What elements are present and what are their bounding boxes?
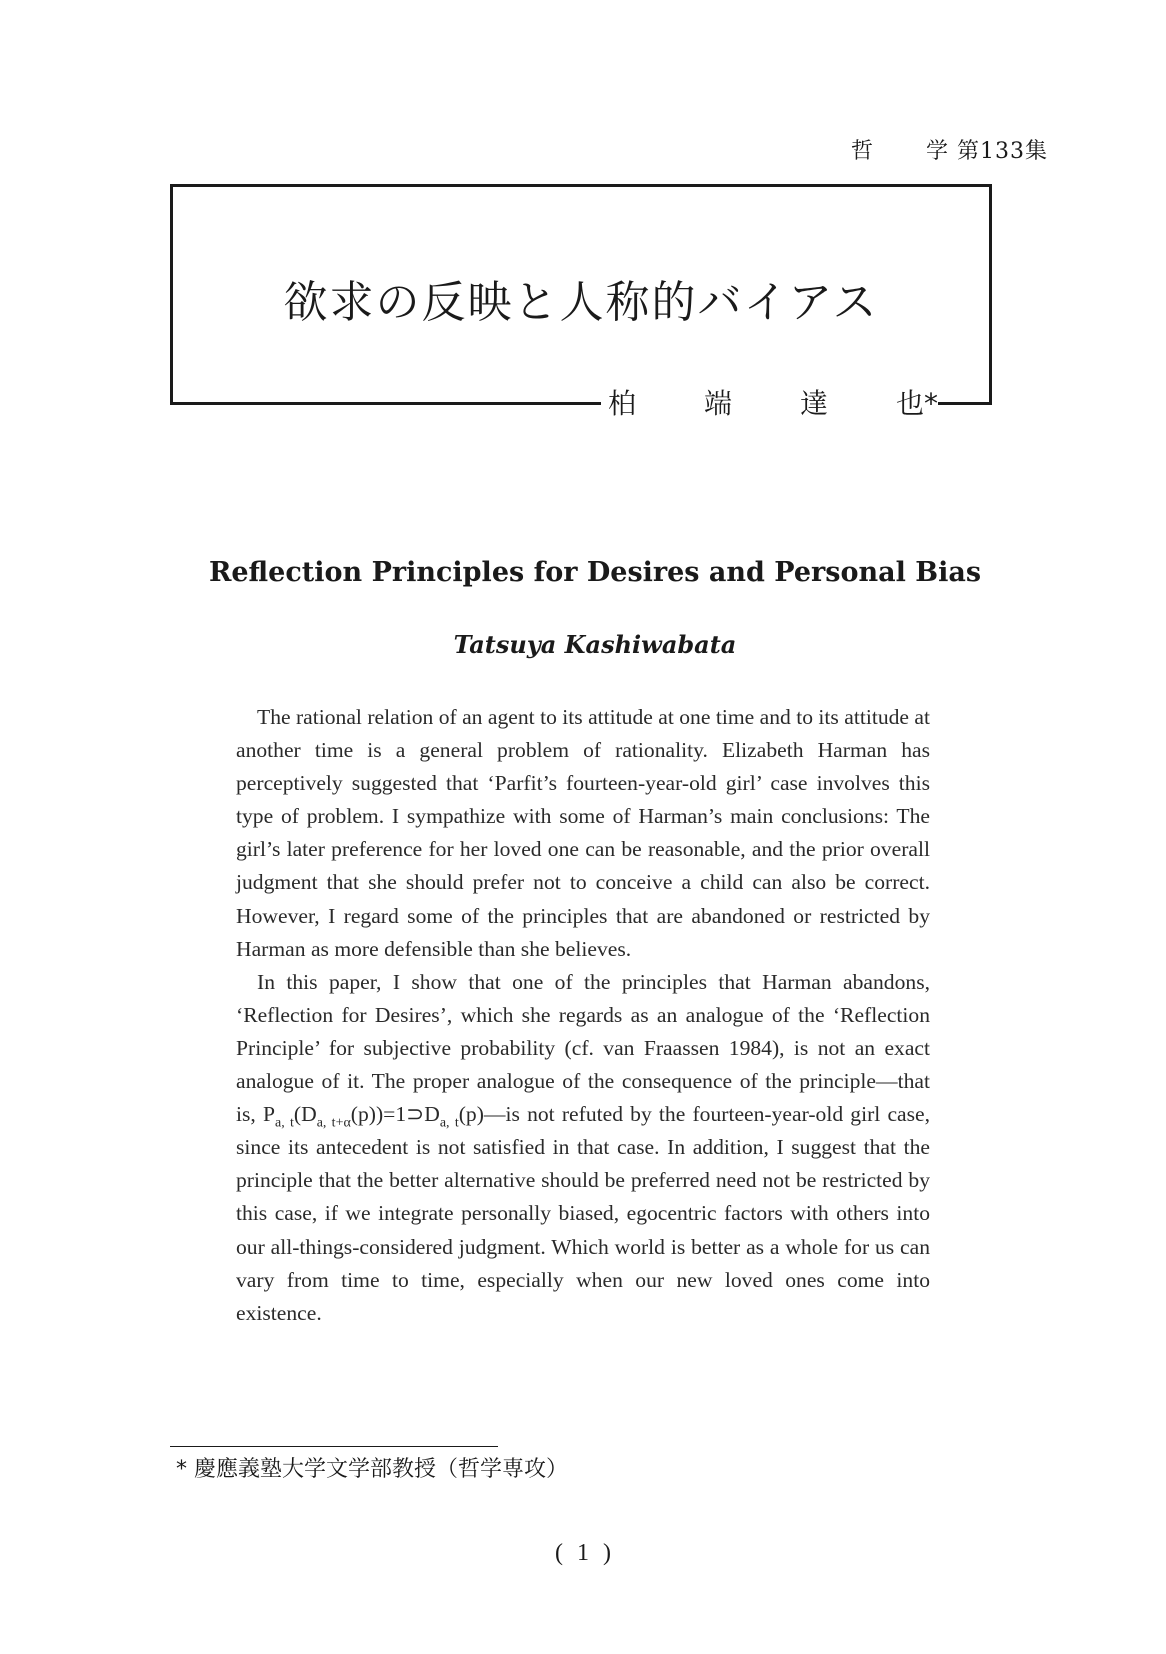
- abstract-p2-text-before: In this paper, I show that one of the principles that Harman abandons, ‘Reflection for Desires’, which she regards as an analogue of the ‘Reflection Principle’ for subjective probability (cf. van Fraassen 1984), is not an exact analogue of it. The proper analogue of the consequence of the principle—that is,: [236, 969, 930, 1127]
- author-jp-char-4: 也*: [895, 387, 938, 420]
- author-jp-char-1: 柏: [608, 387, 637, 420]
- journal-volume: 第133集: [957, 139, 1048, 164]
- formula-P: P: [262, 1102, 275, 1127]
- abstract-paragraph-1: The rational relation of an agent to its attitude at one time and to its attitude at another time is a general problem of rationality. Elizabeth Harman has perceptively suggested that ‘Parfit’s fourteen-year-old girl’ case involves this type of problem. I sympathize with some of Harman’s main conclusions: The girl’s later preference for her loved one can be reasonable, and the prior overall judgment that she should prefer not to conceive a child can also be correct. However, I regard some of the principles that are abandoned or restricted by Harman as more defensible than she believes.: [236, 705, 930, 961]
- title-frame-bottom-left: [170, 402, 601, 405]
- formula-end: (p): [458, 1102, 484, 1127]
- author-jp-char-2: 端: [703, 387, 732, 420]
- author-jp-char-3: 達: [799, 387, 828, 420]
- japanese-title: 欲求の反映と人称的バイアス: [283, 277, 879, 328]
- formula-D2-subscript: a, t: [439, 1115, 459, 1131]
- footnote: * 慶應義塾大学文学部教授（哲学専攻）: [176, 1457, 568, 1482]
- formula-D1: (D: [293, 1102, 317, 1127]
- english-title: Reflection Principles for Desires and Personal Bias: [208, 557, 982, 588]
- journal-name-char-1: 哲: [850, 139, 874, 164]
- page-number: [0, 1540, 1166, 1567]
- formula-D1-subscript: a, t+α: [316, 1115, 351, 1131]
- page-paren-close: ): [603, 1540, 611, 1566]
- japanese-author: [608, 385, 938, 419]
- abstract: [236, 701, 930, 1330]
- formula-P-subscript: a, t: [275, 1115, 294, 1131]
- abstract-p2-text-after: —is not refuted by the fourteen-year-old girl case, since its antecedent is not satisfied in that case. In addition, I suggest that the principle that the better alternative should be preferred need not be restricted by this case, if we integrate personally biased, egocentric factors with others into our all-things-considered judgment. Which world is better as a whole for us can vary from time to time, especially when our new loved ones come into existence.: [236, 1102, 931, 1325]
- journal-name-char-2: 学: [925, 139, 949, 164]
- formula: [262, 1102, 484, 1131]
- page-paren-open: (: [555, 1540, 563, 1566]
- page-number-value: 1: [577, 1540, 589, 1566]
- abstract-paragraph-2: [236, 966, 930, 1330]
- formula-D2: (p))=1⊃D: [350, 1102, 440, 1127]
- footnote-rule: [170, 1446, 498, 1447]
- title-frame-bottom-right: [935, 402, 992, 405]
- journal-header: [851, 134, 1048, 165]
- english-author: Tatsuya Kashiwabata: [453, 630, 737, 659]
